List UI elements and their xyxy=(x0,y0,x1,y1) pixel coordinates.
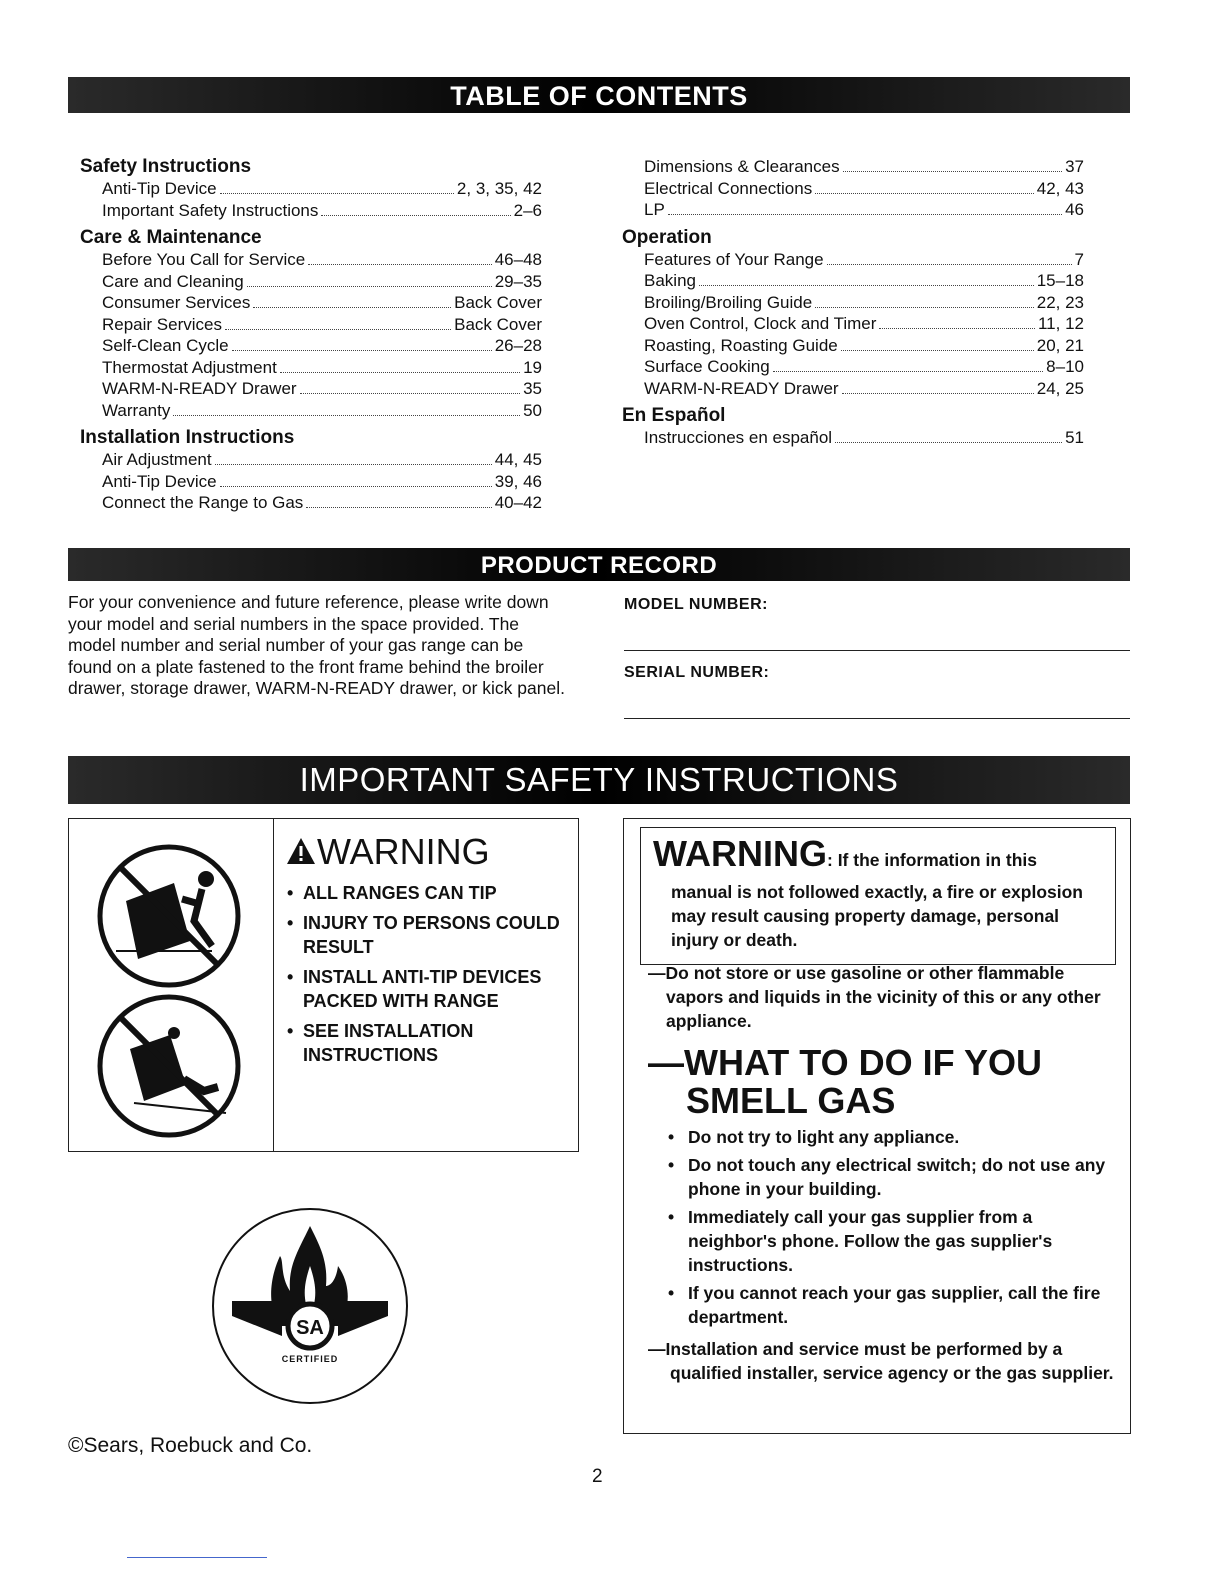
toc-entry-page: 42, 43 xyxy=(1036,178,1084,198)
toc-entry xyxy=(622,270,1084,292)
toc-leader-dots xyxy=(815,307,1034,308)
product-record-banner xyxy=(68,548,1130,581)
serial-number-label: SERIAL NUMBER: xyxy=(624,664,770,681)
toc-entry xyxy=(80,292,542,314)
toc-entry xyxy=(80,357,542,379)
toc-entry xyxy=(622,292,1084,314)
list-item: • INSTALL ANTI-TIP DEVICES PACKED WITH RANGE xyxy=(287,965,577,1013)
toc-banner xyxy=(68,77,1130,113)
storage-warning-text: —Do not store or use gasoline or other flammable vapors and liquids in the vicinity of this or any other appliance. xyxy=(648,963,1101,1031)
toc-leader-dots xyxy=(843,171,1062,172)
list-item: • If you cannot reach your gas supplier, call the fire department. xyxy=(664,1281,1114,1329)
list-item: • INJURY TO PERSONS COULD RESULT xyxy=(287,911,577,959)
smell-gas-heading xyxy=(648,1044,1042,1120)
toc-entry xyxy=(80,378,542,400)
safety-banner xyxy=(68,756,1130,804)
list-item: • ALL RANGES CAN TIP xyxy=(287,881,577,905)
toc-leader-dots xyxy=(773,371,1043,372)
smell-gas-steps xyxy=(664,1125,1114,1333)
toc-section-heading: Care & Maintenance xyxy=(80,227,262,248)
toc-entry-page: 2–6 xyxy=(513,200,542,220)
toc-entry-page: 51 xyxy=(1065,428,1084,447)
toc-section-heading: Operation xyxy=(622,226,712,248)
toc-entry xyxy=(80,271,542,293)
toc-entry-page: Back Cover xyxy=(454,293,542,312)
toc-entry-label: Anti-Tip Device xyxy=(102,179,217,198)
toc-entry-page: 11, 12 xyxy=(1037,314,1084,333)
toc-leader-dots xyxy=(815,193,1034,194)
toc-entry xyxy=(622,156,1084,178)
serial-number-line[interactable] xyxy=(624,718,1130,719)
toc-leader-dots xyxy=(173,415,520,416)
toc-entry-label: Air Adjustment xyxy=(102,450,212,469)
toc-entry-label: Surface Cooking xyxy=(644,357,770,376)
toc-entry-label: WARM-N-READY Drawer xyxy=(102,379,297,398)
gas-warning-box xyxy=(623,818,1131,1434)
model-number-line[interactable] xyxy=(624,650,1130,651)
toc-leader-dots xyxy=(668,214,1062,215)
toc-leader-dots xyxy=(321,215,510,216)
installation-warning xyxy=(648,1337,1118,1385)
model-number-label: MODEL NUMBER: xyxy=(624,596,768,613)
toc-entry-page: 7 xyxy=(1074,249,1084,269)
toc-right-column xyxy=(622,156,1084,449)
toc-entry-page: 22, 23 xyxy=(1036,292,1084,312)
gas-warning-text: manual is not followed exactly, a fire or explosion may result causing property damage, personal injury or death. xyxy=(671,882,1083,950)
list-item: • Do not try to light any appliance. xyxy=(664,1125,1114,1149)
toc-entry-label: Electrical Connections xyxy=(644,178,813,198)
toc-entry-page: Back Cover xyxy=(454,314,542,334)
product-record-title: PRODUCT RECORD xyxy=(480,552,718,579)
toc-leader-dots xyxy=(215,464,492,465)
toc-leader-dots xyxy=(220,486,492,487)
toc-leader-dots xyxy=(220,193,454,194)
installation-warning-text: —Installation and service must be performed by a qualified installer, service agency or the gas supplier. xyxy=(648,1339,1114,1383)
toc-entry xyxy=(80,200,542,222)
toc-entry-label: Anti-Tip Device xyxy=(102,471,217,491)
no-climbing-icon xyxy=(94,991,244,1141)
toc-entry-label: Oven Control, Clock and Timer xyxy=(644,314,877,333)
toc-left-column xyxy=(80,150,542,514)
product-record-text: For your convenience and future reference, please write down your model and serial numbers in the space provided. The model number and serial number of your gas range can be found on a plate fastened to the front frame behind the broiler drawer, storage drawer, WARM-N-READY drawer, or kick panel. xyxy=(68,592,565,698)
toc-entry-page: 8–10 xyxy=(1046,357,1084,376)
toc-entry xyxy=(80,314,542,336)
toc-entry xyxy=(80,492,542,514)
toc-entry-page: 39, 46 xyxy=(494,471,542,491)
toc-entry xyxy=(622,178,1084,200)
tip-warning-heading xyxy=(285,831,490,873)
toc-entry-page: 19 xyxy=(523,357,542,377)
toc-leader-dots xyxy=(841,350,1034,351)
toc-leader-dots xyxy=(699,285,1034,286)
toc-entry-page: 46–48 xyxy=(494,250,542,269)
toc-leader-dots xyxy=(835,442,1062,443)
toc-entry-label: Consumer Services xyxy=(102,293,251,312)
toc-entry-label: Important Safety Instructions xyxy=(102,200,319,220)
copyright: ©Sears, Roebuck and Co. xyxy=(68,1434,313,1457)
gas-warning-heading-suffix: : If the information in this xyxy=(827,850,1037,870)
toc-entry-label: Connect the Range to Gas xyxy=(102,493,304,512)
toc-leader-dots xyxy=(225,329,451,330)
toc-entry xyxy=(80,449,542,471)
toc-leader-dots xyxy=(879,328,1035,329)
toc-entry xyxy=(80,471,542,493)
toc-entry xyxy=(622,427,1084,449)
toc-section-heading: Installation Instructions xyxy=(80,427,295,448)
no-tipping-icon xyxy=(94,841,244,991)
toc-leader-dots xyxy=(280,372,520,373)
toc-entry xyxy=(80,335,542,357)
toc-leader-dots xyxy=(232,350,492,351)
toc-leader-dots xyxy=(842,393,1034,394)
toc-entry-page: 44, 45 xyxy=(494,450,542,469)
toc-entry-label: WARM-N-READY Drawer xyxy=(644,378,839,398)
storage-warning xyxy=(648,961,1118,1033)
toc-title: TABLE OF CONTENTS xyxy=(450,81,748,111)
toc-section-heading: Safety Instructions xyxy=(80,156,252,177)
toc-entry-page: 40–42 xyxy=(494,493,542,512)
seal-mark: SA xyxy=(296,1317,324,1339)
toc-entry-label: Baking xyxy=(644,271,696,290)
toc-section-heading: En Español xyxy=(622,405,726,426)
toc-entry-label: Broiling/Broiling Guide xyxy=(644,292,813,312)
toc-entry-label: Dimensions & Clearances xyxy=(644,157,840,176)
toc-entry-page: 2, 3, 35, 42 xyxy=(456,179,542,198)
certification-seal-icon xyxy=(210,1206,410,1406)
tip-warning-box xyxy=(68,818,579,1152)
seal-label: CERTIFIED xyxy=(281,1354,339,1364)
toc-leader-dots xyxy=(306,507,491,508)
toc-entry-page: 29–35 xyxy=(494,271,542,291)
smell-gas-title-line1: —WHAT TO DO IF YOU xyxy=(648,1042,1042,1083)
toc-entry xyxy=(80,249,542,271)
list-item: • Immediately call your gas supplier from a neighbor's phone. Follow the gas supplier's instructions. xyxy=(664,1205,1114,1277)
toc-leader-dots xyxy=(308,264,492,265)
toc-entry-page: 50 xyxy=(523,400,542,420)
toc-entry-page: 20, 21 xyxy=(1036,335,1084,355)
toc-entry xyxy=(80,178,542,200)
toc-entry-page: 15–18 xyxy=(1036,271,1084,290)
tip-warning-title: WARNING xyxy=(317,831,490,872)
toc-leader-dots xyxy=(253,307,451,308)
toc-entry-page: 37 xyxy=(1065,157,1084,176)
toc-entry-label: Roasting, Roasting Guide xyxy=(644,335,838,355)
toc-entry xyxy=(622,199,1084,221)
safety-title: IMPORTANT SAFETY INSTRUCTIONS xyxy=(299,761,899,798)
list-item: • Do not touch any electrical switch; do not use any phone in your building. xyxy=(664,1153,1114,1201)
toc-entry xyxy=(80,400,542,422)
toc-entry-label: LP xyxy=(644,200,665,219)
toc-entry-label: Warranty xyxy=(102,400,171,420)
toc-entry-page: 26–28 xyxy=(494,336,542,355)
tip-warning-list xyxy=(287,881,577,1073)
toc-entry-label: Before You Call for Service xyxy=(102,250,306,269)
list-item: • SEE INSTALLATION INSTRUCTIONS xyxy=(287,1019,577,1067)
toc-entry-label: Instrucciones en español xyxy=(644,428,833,447)
gas-warning-inner-box xyxy=(640,827,1116,965)
toc-entry-label: Care and Cleaning xyxy=(102,271,244,291)
toc-leader-dots xyxy=(247,286,492,287)
toc-leader-dots xyxy=(827,264,1072,265)
toc-entry-label: Thermostat Adjustment xyxy=(102,357,277,377)
toc-entry-page: 35 xyxy=(523,379,542,398)
toc-entry-page: 46 xyxy=(1065,200,1084,219)
toc-entry xyxy=(622,335,1084,357)
toc-entry-label: Repair Services xyxy=(102,314,222,334)
toc-entry xyxy=(622,249,1084,271)
smell-gas-title-line2: SMELL GAS xyxy=(686,1080,896,1121)
toc-entry-label: Self-Clean Cycle xyxy=(102,336,229,355)
toc-entry xyxy=(622,313,1084,335)
page-number: 2 xyxy=(592,1466,603,1487)
footer-rule xyxy=(127,1557,267,1558)
gas-warning-heading: WARNING xyxy=(653,833,827,874)
toc-entry-label: Features of Your Range xyxy=(644,249,824,269)
warning-triangle-icon xyxy=(285,836,317,866)
toc-entry-page: 24, 25 xyxy=(1036,378,1084,398)
toc-leader-dots xyxy=(300,393,521,394)
toc-entry xyxy=(622,378,1084,400)
toc-entry xyxy=(622,356,1084,378)
